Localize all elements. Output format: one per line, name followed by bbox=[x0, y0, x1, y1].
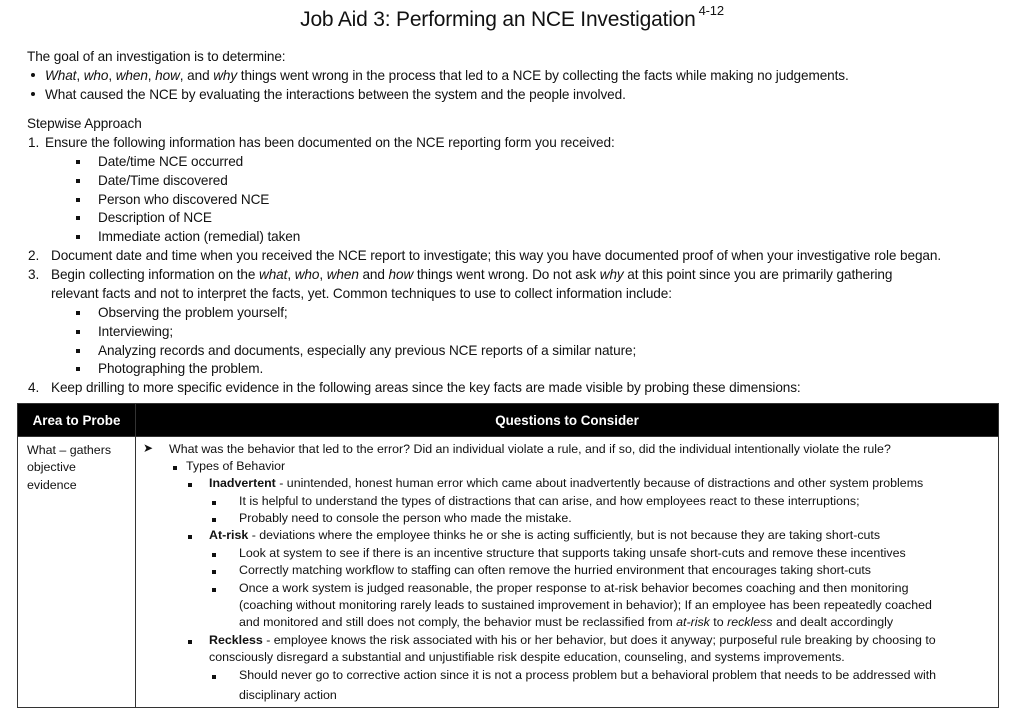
text-run: and monitored and still does not comply, the behavior must be reclassified from bbox=[239, 615, 677, 629]
square-bullet-icon bbox=[76, 198, 80, 202]
intro-bullet-2 bbox=[45, 86, 626, 105]
square-bullet-icon bbox=[212, 553, 216, 557]
emphasized-text: who bbox=[83, 68, 109, 83]
types-of-behavior-label: Types of Behavior bbox=[186, 459, 286, 473]
text-run: and bbox=[358, 267, 389, 282]
text-run: things went wrong. Do not ask bbox=[413, 267, 600, 282]
text-run: to bbox=[709, 615, 728, 629]
inadvertent-subitem: Probably need to console the person who made the mistake. bbox=[239, 511, 572, 525]
area-cell bbox=[18, 437, 136, 708]
square-bullet-icon bbox=[173, 466, 177, 470]
emphasized-text: why bbox=[213, 68, 238, 83]
square-bullet-icon bbox=[212, 588, 216, 592]
main-question: What was the behavior that led to the error? Did an individual violate a rule, and if so, did the individual intentionally violate the rule? bbox=[169, 442, 891, 456]
square-bullet-icon bbox=[76, 311, 80, 315]
list-item: Observing the problem yourself; bbox=[98, 305, 288, 320]
square-bullet-icon bbox=[76, 160, 80, 164]
area-line: objective bbox=[27, 460, 76, 475]
reckless-subitem-line: Should never go to corrective action since it is not a process problem but a behavioral problem that needs to be addressed with bbox=[239, 668, 937, 682]
intro-bullet-1 bbox=[45, 67, 849, 86]
square-bullet-icon bbox=[188, 483, 192, 487]
emphasized-text: when bbox=[326, 267, 359, 282]
list-item: Description of NCE bbox=[98, 210, 212, 226]
text-run: , bbox=[319, 267, 327, 282]
area-line: evidence bbox=[27, 477, 77, 492]
list-item: Photographing the problem. bbox=[98, 361, 264, 377]
at-risk-subitem-line: (coaching without monitoring rarely leads to sustained improvement in behavior); If an employee has been repeatedly coached bbox=[239, 598, 932, 612]
square-bullet-icon bbox=[212, 675, 216, 679]
list-item: Interviewing; bbox=[98, 323, 174, 339]
square-bullet-icon bbox=[188, 535, 192, 539]
square-bullet-icon bbox=[212, 518, 216, 522]
header-questions-to-consider: Questions to Consider bbox=[136, 404, 999, 437]
at-risk-desc: - deviations where the employee thinks he or she is acting sufficiently, but is not because they are taking short-cuts bbox=[248, 528, 881, 542]
text-run: , bbox=[147, 68, 156, 83]
square-bullet-icon bbox=[76, 330, 80, 334]
text-run: at this point since you are primarily gathering bbox=[623, 267, 893, 282]
at-risk-label: At-risk bbox=[209, 528, 249, 542]
text-run: Begin collecting information on the bbox=[51, 267, 259, 282]
page-title-reference: 4-12 bbox=[698, 3, 724, 18]
text-run: , bbox=[108, 68, 116, 83]
list-item: Immediate action (remedial) taken bbox=[98, 229, 301, 245]
reckless-desc: - employee knows the risk associated with his or her behavior, but does it anyway; purposeful rule breaking by choosing to bbox=[262, 633, 936, 647]
text-run: What caused the NCE by evaluating the interactions between the system and the people involved. bbox=[45, 87, 626, 102]
table-header-row bbox=[18, 404, 999, 437]
square-bullet-icon bbox=[212, 570, 216, 574]
step-3-line-2: relevant facts and not to interpret the facts, yet. Common techniques to use to collect information include: bbox=[51, 286, 672, 301]
square-bullet-icon bbox=[76, 216, 80, 220]
at-risk-subitem: Correctly matching workflow to staffing can often remove the hurried environment that encourages taking short-cuts bbox=[239, 563, 872, 577]
at-risk-item bbox=[209, 527, 880, 544]
text-run: , bbox=[287, 267, 295, 282]
list-item: Analyzing records and documents, especially any previous NCE reports of a similar nature; bbox=[98, 342, 637, 358]
header-area-to-probe: Area to Probe bbox=[18, 404, 136, 437]
inadvertent-desc: - unintended, honest human error which came about inadvertently because of distractions and other system problems bbox=[275, 476, 924, 490]
inadvertent-label: Inadvertent bbox=[209, 476, 276, 490]
reckless-desc-line-2: consciously disregard a substantial and unjustifiable risk despite education, counseling, and systems improvements. bbox=[209, 650, 845, 664]
text-run: and dealt accordingly bbox=[772, 615, 894, 629]
square-bullet-icon bbox=[76, 367, 80, 371]
square-bullet-icon bbox=[212, 501, 216, 505]
arrowhead-bullet-icon: ➤ bbox=[143, 441, 154, 455]
step-4-text: Keep drilling to more specific evidence in the following areas since the key facts are made visible by probing these dimensions: bbox=[51, 380, 801, 395]
step-4-number: 4. bbox=[28, 380, 40, 395]
text-run: , bbox=[76, 68, 84, 83]
square-bullet-icon bbox=[76, 179, 80, 183]
reckless-subitem-line: disciplinary action bbox=[239, 688, 337, 702]
step-2-number: 2. bbox=[28, 248, 40, 263]
page-title bbox=[0, 3, 1024, 32]
table-row bbox=[18, 437, 999, 708]
emphasized-text: how bbox=[388, 267, 414, 282]
round-bullet-icon bbox=[31, 92, 35, 96]
emphasized-text: What bbox=[45, 68, 77, 83]
step-1-text: Ensure the following information has been documented on the NCE reporting form you received: bbox=[45, 135, 615, 150]
page-title-text: Job Aid 3: Performing an NCE Investigation bbox=[300, 8, 696, 31]
reckless-label: Reckless bbox=[209, 633, 263, 647]
emphasized-text: when bbox=[115, 68, 148, 83]
emphasized-text: who bbox=[294, 267, 320, 282]
inadvertent-subitem: It is helpful to understand the types of distractions that can arise, and how employees react to these interruptions; bbox=[239, 494, 860, 508]
list-item: Person who discovered NCE bbox=[98, 191, 270, 207]
square-bullet-icon bbox=[76, 349, 80, 353]
at-risk-subitem-line bbox=[239, 614, 893, 631]
step-2-text: Document date and time when you received the NCE report to investigate; this way you have documented proof of when your investigative role began. bbox=[51, 248, 942, 263]
step-1-number: 1. bbox=[28, 135, 40, 150]
stepwise-heading: Stepwise Approach bbox=[27, 116, 142, 131]
inadvertent-item bbox=[209, 475, 923, 492]
text-run: , and bbox=[179, 68, 214, 83]
at-risk-subitem-line: Once a work system is judged reasonable, the proper response to at-risk behavior becomes coaching and then monitoring bbox=[239, 581, 909, 595]
emphasized-text: at-risk bbox=[676, 615, 710, 629]
intro-lead: The goal of an investigation is to determine: bbox=[27, 49, 286, 64]
area-line: What – gathers bbox=[27, 443, 112, 457]
square-bullet-icon bbox=[76, 235, 80, 239]
list-item: Date/time NCE occurred bbox=[98, 154, 244, 169]
emphasized-text: why bbox=[599, 267, 624, 282]
at-risk-subitem: Look at system to see if there is an incentive structure that supports taking unsafe short-cuts and remove these incentives bbox=[239, 546, 906, 560]
round-bullet-icon bbox=[31, 73, 35, 77]
questions-cell bbox=[136, 437, 999, 708]
emphasized-text: reckless bbox=[727, 615, 773, 629]
emphasized-text: what bbox=[259, 267, 288, 282]
reckless-item bbox=[209, 632, 936, 649]
emphasized-text: how bbox=[155, 68, 180, 83]
text-run: things went wrong in the process that led to a NCE by collecting the facts while making no judgements. bbox=[237, 68, 849, 83]
step-3-line-1 bbox=[51, 266, 892, 285]
list-item: Date/Time discovered bbox=[98, 172, 228, 188]
probe-table bbox=[17, 403, 999, 708]
square-bullet-icon bbox=[188, 640, 192, 644]
step-3-number: 3. bbox=[28, 267, 40, 282]
